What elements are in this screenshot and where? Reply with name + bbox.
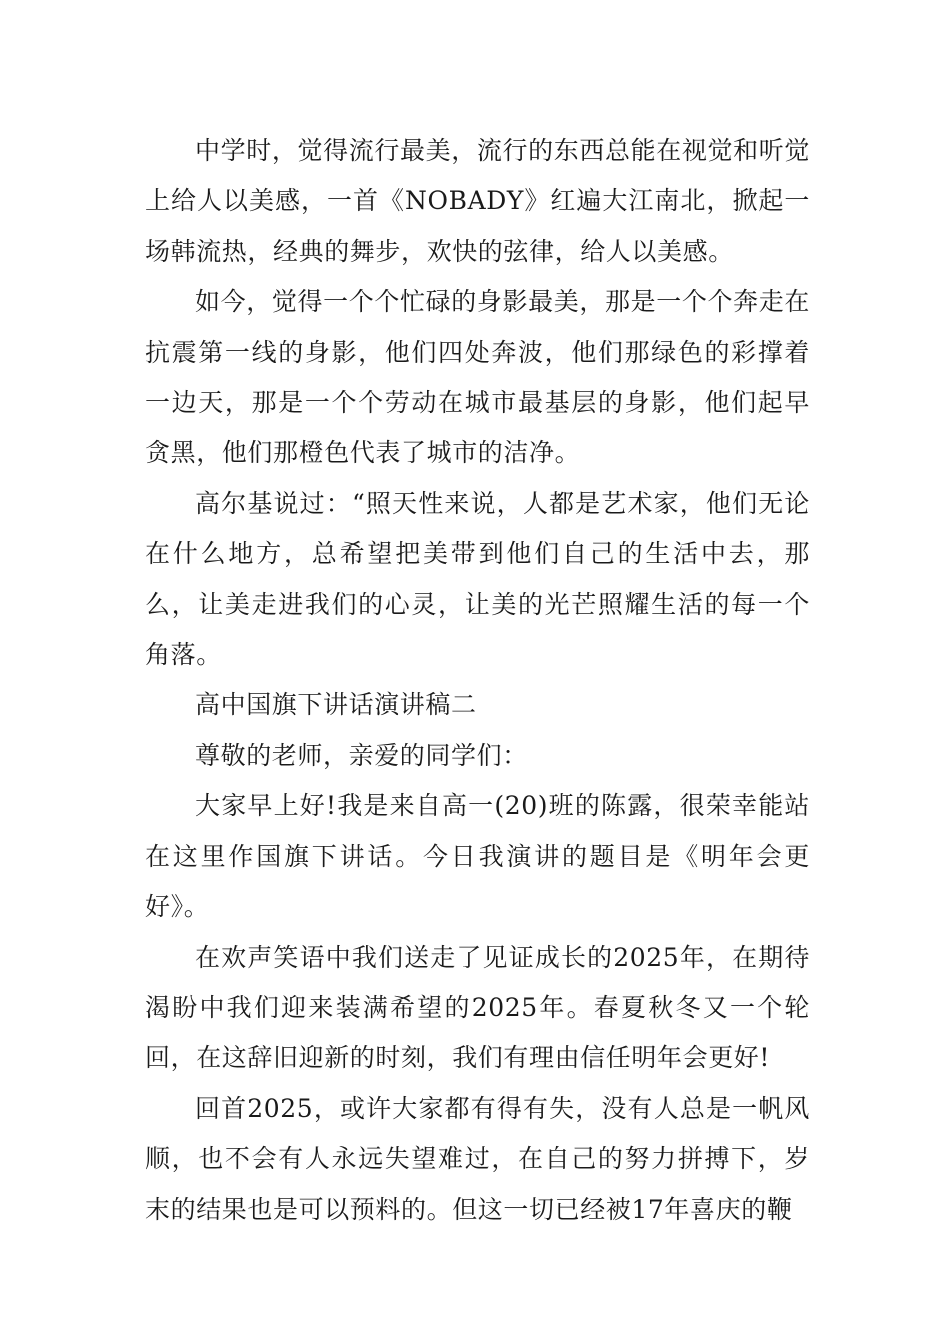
- paragraph: 大家早上好!我是来自高一(20)班的陈露，很荣幸能站在这里作国旗下讲话。今日我演讲的题目是《明年会更好》。: [145, 791, 810, 922]
- paragraph: 回首2025，或许大家都有得有失，没有人总是一帆风顺，也不会有人永远失望难过，在自己的努力拼搏下，岁末的结果也是可以预料的。但这一切已经被17年喜庆的鞭: [145, 1093, 810, 1224]
- paragraph: 如今，觉得一个个忙碌的身影最美，那是一个个奔走在抗震第一线的身影，他们四处奔波，他们那绿色的彩撑着一边天，那是一个个劳动在城市最基层的身影，他们起早贪黑，他们那橙色代表了城市的洁净。: [145, 287, 810, 468]
- section-heading: 高中国旗下讲话演讲稿二: [195, 690, 477, 720]
- paragraph: 在欢声笑语中我们送走了见证成长的2025年，在期待渴盼中我们迎来装满希望的2025年。春夏秋冬又一个轮回，在这辞旧迎新的时刻，我们有理由信任明年会更好!: [145, 942, 810, 1073]
- paragraph: 中学时，觉得流行最美，流行的东西总能在视觉和听觉上给人以美感，一首《NOBADY》红遍大江南北，掀起一场韩流热，经典的舞步，欢快的弦律，给人以美感。: [145, 136, 810, 266]
- salutation: 尊敬的老师，亲爱的同学们：: [195, 740, 528, 770]
- paragraph: 高尔基说过：“照天性来说，人都是艺术家，他们无论在什么地方，总希望把美带到他们自己的生活中去，那么，让美走进我们的心灵，让美的光芒照耀生活的每一个角落。: [145, 488, 810, 670]
- document-body: [145, 126, 810, 1235]
